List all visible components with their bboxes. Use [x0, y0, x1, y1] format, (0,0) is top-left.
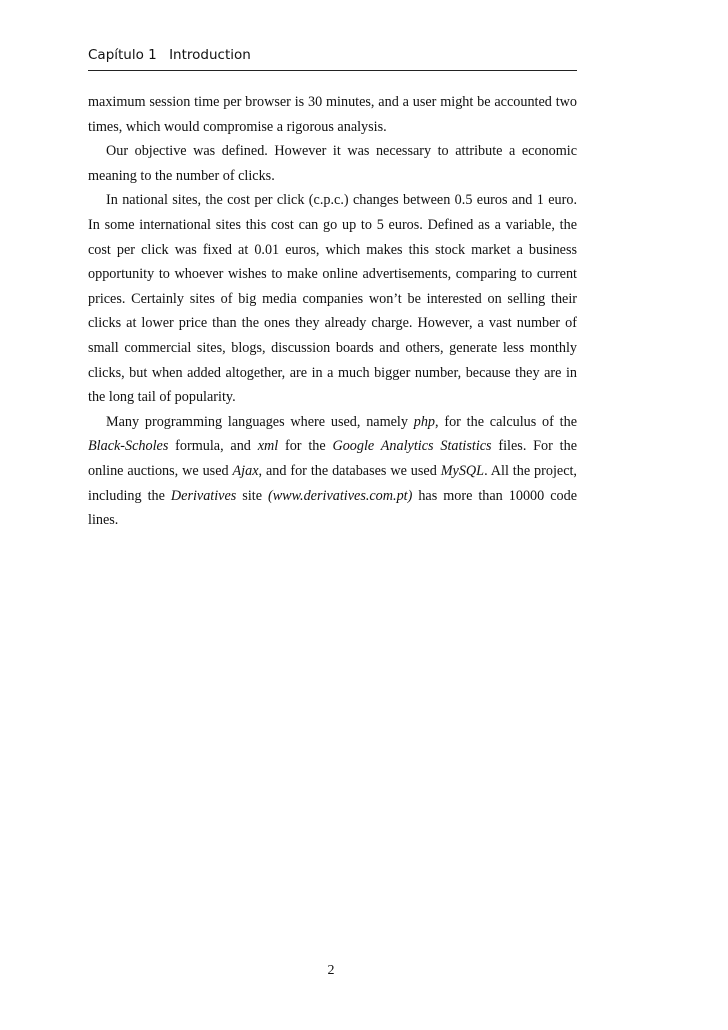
- term-mysql: MySQL: [440, 462, 485, 479]
- paragraph-cost-per-click: In national sites, the cost per click (c.p.c.) changes between 0.5 euros and 1 euro. In some international sites this cost can go up to 5 euros. Defined as a variable, the cost per click was fixed at 0.01 euros, which makes this stock market a business opportunity to whoever wishes to make online advertisements, comparing to current prices. Certainly sites of big media companies won’t be interested on selling their clicks at lower price than the ones they already charge. However, a vast number of small commercial sites, blogs, discussion boards and others, generate less monthly clicks, but when added altogether, are in a much bigger number, because they are in the long tail of popularity.: [88, 192, 577, 406]
- paragraph-programming-languages: [88, 410, 577, 533]
- running-header: [88, 47, 578, 63]
- text-span: for the: [278, 438, 333, 455]
- text-span: . All the project, including the: [88, 462, 577, 504]
- body-text: [88, 90, 577, 533]
- page-number: 2: [327, 963, 335, 978]
- term-derivatives: Derivatives: [170, 487, 237, 504]
- text-span: files. For the online auctions, we used: [88, 438, 577, 479]
- text-span: , for the calculus of the: [435, 413, 577, 430]
- site-url: (www.derivatives.com.pt): [267, 487, 413, 504]
- term-xml: xml: [257, 438, 279, 455]
- text-span: has more than 10000 code lines.: [88, 487, 577, 529]
- paragraph-objective: Our objective was defined. However it was necessary to attribute a economic meaning to the number of clicks.: [88, 143, 577, 184]
- chapter-title: Introduction: [169, 47, 251, 63]
- text-span: , and for the databases we used: [258, 462, 441, 479]
- term-google-analytics: Google Analytics Statistics: [332, 438, 492, 455]
- chapter-number: Capítulo 1: [88, 47, 157, 63]
- term-ajax: Ajax: [232, 462, 259, 479]
- header-rule: [88, 70, 577, 71]
- term-php: php: [413, 413, 436, 430]
- text-span: Many programming languages where used, namely: [106, 413, 414, 430]
- text-span: site: [236, 487, 268, 504]
- paragraph-session-time: maximum session time per browser is 30 minutes, and a user might be accounted two times, which would compromise a rigorous analysis.: [88, 94, 577, 135]
- term-black-scholes: Black-Scholes: [88, 438, 169, 455]
- text-span: formula, and: [168, 438, 258, 455]
